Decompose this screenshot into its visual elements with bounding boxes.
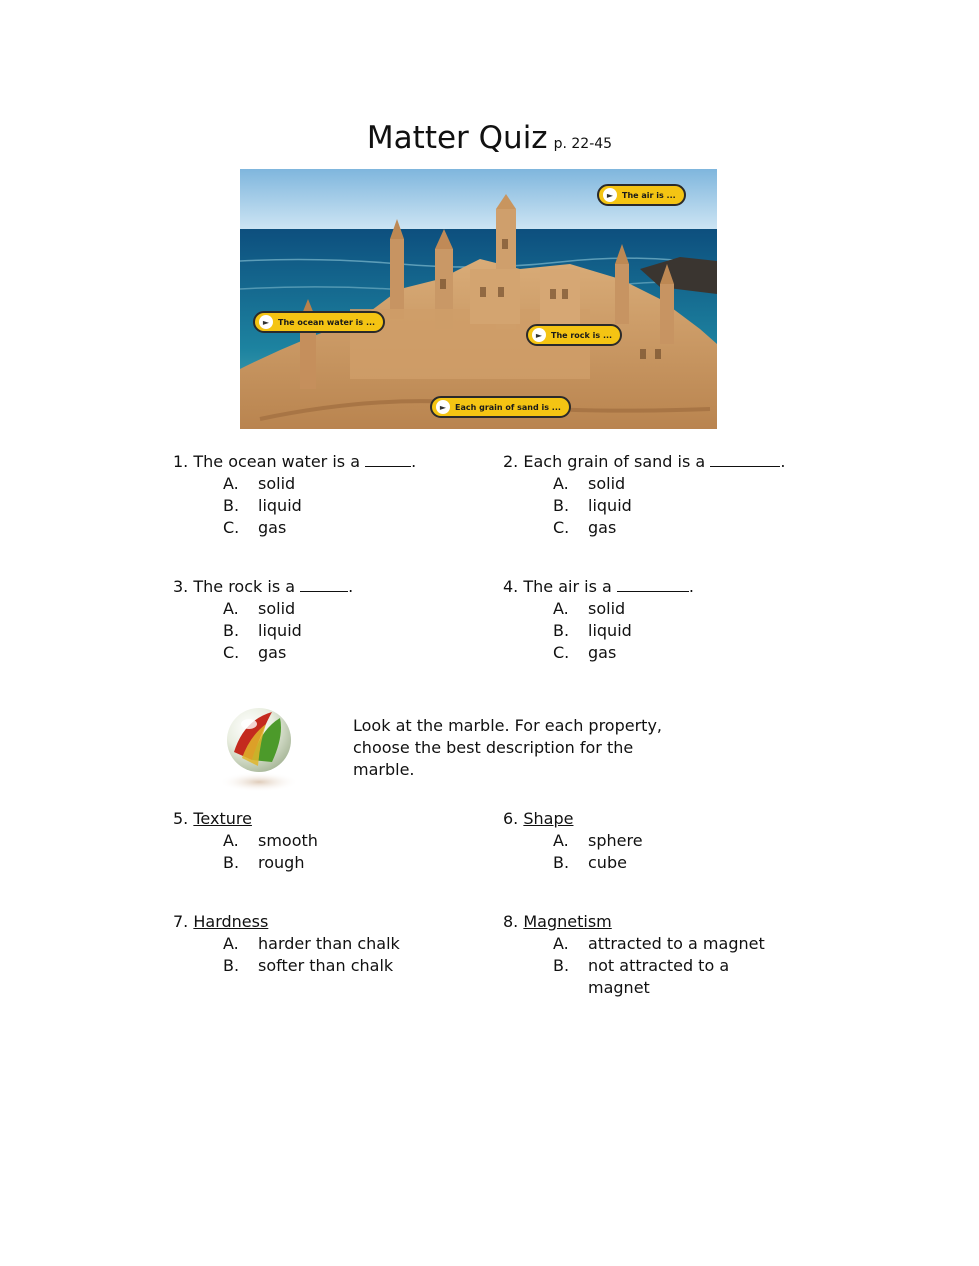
sandcastle-illustration <box>240 169 717 429</box>
option-b[interactable]: B. liquid <box>553 621 632 640</box>
option-b[interactable]: B. liquid <box>553 496 632 515</box>
page-range: p. 22-45 <box>553 136 613 152</box>
question-3: 3. The rock is a . A. solid B. liquid C. gas <box>173 577 354 662</box>
quiz-title: Matter Quiz <box>366 120 548 156</box>
callout-sand-label: Each grain of sand is ... <box>455 402 561 412</box>
option-a[interactable]: A. harder than chalk <box>223 934 400 953</box>
callout-air-label: The air is ... <box>622 190 676 200</box>
option-a[interactable]: A. solid <box>223 599 296 618</box>
speaker-icon: ► <box>603 188 617 202</box>
callout-ocean[interactable] <box>253 311 385 333</box>
answer-blank[interactable] <box>617 576 689 592</box>
answer-blank[interactable] <box>300 576 348 592</box>
option-a[interactable]: A. sphere <box>553 831 643 850</box>
speaker-icon: ► <box>532 328 546 342</box>
option-c[interactable]: C. gas <box>223 518 287 537</box>
option-a[interactable]: A. solid <box>223 474 296 493</box>
speaker-icon: ► <box>259 315 273 329</box>
option-a[interactable]: A. attracted to a magnet <box>553 934 765 953</box>
question-4: 4. The air is a . A. solid B. liquid C. gas <box>503 577 694 662</box>
option-b-continuation: magnet <box>588 978 650 997</box>
marble-instructions: Look at the marble. For each property, choose the best description for the marble. <box>353 716 662 779</box>
question-2: 2. Each grain of sand is a . A. solid B. liquid C. gas <box>503 452 786 537</box>
callout-rock[interactable] <box>526 324 622 346</box>
question-1: 1. The ocean water is a . A. solid B. liquid C. gas <box>173 452 417 537</box>
option-b[interactable]: B. liquid <box>223 496 302 515</box>
option-a[interactable]: A. smooth <box>223 831 318 850</box>
option-b[interactable]: B. rough <box>223 853 305 872</box>
question-6: 6. Shape A. sphere B. cube <box>503 809 643 872</box>
option-a[interactable]: A. solid <box>553 599 626 618</box>
answer-blank[interactable] <box>365 451 411 467</box>
marble-image <box>214 700 304 795</box>
speaker-icon: ► <box>436 400 450 414</box>
callout-air[interactable] <box>597 184 686 206</box>
callout-sand[interactable] <box>430 396 571 418</box>
callout-rock-label: The rock is ... <box>551 330 613 340</box>
option-a[interactable]: A. solid <box>553 474 626 493</box>
answer-blank[interactable] <box>710 451 780 467</box>
option-b[interactable]: B. liquid <box>223 621 302 640</box>
marble-illustration <box>214 700 304 795</box>
question-7: 7. Hardness A. harder than chalk B. softer than chalk <box>173 912 400 975</box>
option-c[interactable]: C. gas <box>553 643 617 662</box>
option-c[interactable]: C. gas <box>223 643 287 662</box>
question-8: 8. Magnetism A. attracted to a magnet B. not attracted to a magnet <box>503 912 765 997</box>
sandcastle-photo <box>240 169 717 429</box>
question-5: 5. Texture A. smooth B. rough <box>173 809 318 872</box>
option-b[interactable]: B. softer than chalk <box>223 956 394 975</box>
option-c[interactable]: C. gas <box>553 518 617 537</box>
option-b[interactable]: B. not attracted to a <box>553 956 730 975</box>
callout-ocean-label: The ocean water is ... <box>278 317 376 327</box>
option-b[interactable]: B. cube <box>553 853 627 872</box>
page-title <box>0 120 979 156</box>
